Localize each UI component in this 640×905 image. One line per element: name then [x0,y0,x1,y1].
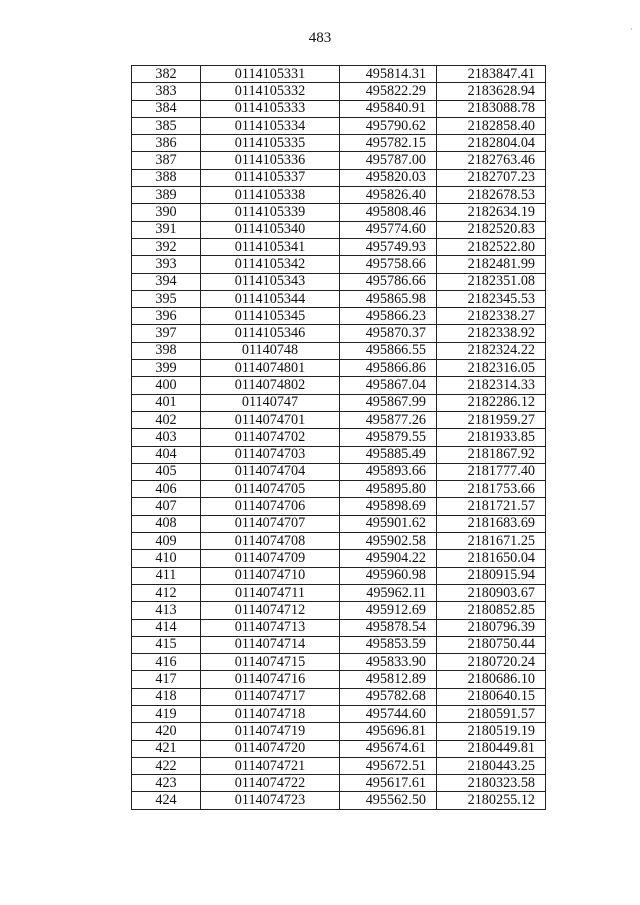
x-coordinate-cell: 495866.55 [340,342,437,359]
point-number-cell: 394 [132,273,201,290]
x-coordinate-cell: 495895.80 [340,481,437,498]
point-number-cell: 398 [132,342,201,359]
table-row [132,619,546,636]
table-row [132,688,546,705]
x-coordinate-cell: 495787.00 [340,152,437,169]
x-coordinate-cell: 495674.61 [340,740,437,757]
y-coordinate-cell: 2182522.80 [437,238,546,255]
table-row [132,238,546,255]
table-row [132,757,546,774]
point-id-cell: 0114105340 [201,221,340,238]
point-number-cell: 410 [132,550,201,567]
point-number-cell: 415 [132,636,201,653]
y-coordinate-cell: 2181650.04 [437,550,546,567]
point-id-cell: 0114105331 [201,66,340,83]
coordinates-table [131,65,546,810]
y-coordinate-cell: 2181721.57 [437,498,546,515]
point-number-cell: 420 [132,723,201,740]
x-coordinate-cell: 495822.29 [340,83,437,100]
x-coordinate-cell: 495696.81 [340,723,437,740]
point-number-cell: 418 [132,688,201,705]
table-row [132,654,546,671]
point-number-cell: 406 [132,481,201,498]
point-id-cell: 0114105342 [201,256,340,273]
table-row [132,342,546,359]
x-coordinate-cell: 495867.99 [340,394,437,411]
y-coordinate-cell: 2182324.22 [437,342,546,359]
table-row [132,256,546,273]
y-coordinate-cell: 2182316.05 [437,360,546,377]
point-number-cell: 393 [132,256,201,273]
table-row [132,83,546,100]
point-id-cell: 0114074801 [201,360,340,377]
table-row [132,723,546,740]
point-number-cell: 387 [132,152,201,169]
point-number-cell: 422 [132,757,201,774]
x-coordinate-cell: 495758.66 [340,256,437,273]
y-coordinate-cell: 2182804.04 [437,135,546,152]
point-id-cell: 0114105333 [201,100,340,117]
x-coordinate-cell: 495898.69 [340,498,437,515]
table-row [132,308,546,325]
table-row [132,66,546,83]
x-coordinate-cell: 495866.86 [340,360,437,377]
y-coordinate-cell: 2183088.78 [437,100,546,117]
point-number-cell: 416 [132,654,201,671]
point-number-cell: 407 [132,498,201,515]
point-number-cell: 395 [132,290,201,307]
point-number-cell: 384 [132,100,201,117]
x-coordinate-cell: 495879.55 [340,429,437,446]
point-id-cell: 0114105332 [201,83,340,100]
table-row [132,584,546,601]
y-coordinate-cell: 2180720.24 [437,654,546,671]
table-row [132,671,546,688]
point-id-cell: 0114074705 [201,481,340,498]
y-coordinate-cell: 2180323.58 [437,775,546,792]
point-id-cell: 0114105345 [201,308,340,325]
y-coordinate-cell: 2180852.85 [437,602,546,619]
x-coordinate-cell: 495562.50 [340,792,437,809]
x-coordinate-cell: 495853.59 [340,636,437,653]
y-coordinate-cell: 2180640.15 [437,688,546,705]
point-id-cell: 0114074716 [201,671,340,688]
x-coordinate-cell: 495749.93 [340,238,437,255]
point-number-cell: 400 [132,377,201,394]
table-row [132,117,546,134]
point-number-cell: 402 [132,411,201,428]
point-id-cell: 0114074703 [201,446,340,463]
table-row [132,775,546,792]
point-id-cell: 0114105336 [201,152,340,169]
y-coordinate-cell: 2180519.19 [437,723,546,740]
point-number-cell: 392 [132,238,201,255]
point-number-cell: 396 [132,308,201,325]
point-id-cell: 0114074710 [201,567,340,584]
table-row [132,360,546,377]
table-row [132,446,546,463]
x-coordinate-cell: 495878.54 [340,619,437,636]
x-coordinate-cell: 495820.03 [340,169,437,186]
y-coordinate-cell: 2182763.46 [437,152,546,169]
point-number-cell: 412 [132,584,201,601]
point-id-cell: 0114105341 [201,238,340,255]
y-coordinate-cell: 2180591.57 [437,705,546,722]
y-coordinate-cell: 2182314.33 [437,377,546,394]
x-coordinate-cell: 495826.40 [340,187,437,204]
y-coordinate-cell: 2181867.92 [437,446,546,463]
x-coordinate-cell: 495870.37 [340,325,437,342]
point-id-cell: 0114074709 [201,550,340,567]
table-row [132,705,546,722]
y-coordinate-cell: 2182707.23 [437,169,546,186]
point-number-cell: 423 [132,775,201,792]
y-coordinate-cell: 2182634.19 [437,204,546,221]
table-row [132,169,546,186]
point-number-cell: 417 [132,671,201,688]
point-number-cell: 391 [132,221,201,238]
point-id-cell: 0114105343 [201,273,340,290]
point-id-cell: 0114074701 [201,411,340,428]
table-row [132,567,546,584]
table-row [132,152,546,169]
table-row [132,411,546,428]
point-id-cell: 0114074722 [201,775,340,792]
point-number-cell: 390 [132,204,201,221]
point-id-cell: 0114074713 [201,619,340,636]
point-id-cell: 0114105335 [201,135,340,152]
table-row [132,204,546,221]
y-coordinate-cell: 2182345.53 [437,290,546,307]
y-coordinate-cell: 2182338.92 [437,325,546,342]
point-number-cell: 383 [132,83,201,100]
table-row [132,273,546,290]
y-coordinate-cell: 2182858.40 [437,117,546,134]
y-coordinate-cell: 2180443.25 [437,757,546,774]
x-coordinate-cell: 495790.62 [340,117,437,134]
point-number-cell: 389 [132,187,201,204]
table-row [132,463,546,480]
point-id-cell: 0114074712 [201,602,340,619]
point-id-cell: 0114074714 [201,636,340,653]
x-coordinate-cell: 495893.66 [340,463,437,480]
point-number-cell: 413 [132,602,201,619]
y-coordinate-cell: 2180915.94 [437,567,546,584]
table-row [132,135,546,152]
point-id-cell: 0114074706 [201,498,340,515]
point-id-cell: 01140748 [201,342,340,359]
point-id-cell: 0114074718 [201,705,340,722]
x-coordinate-cell: 495744.60 [340,705,437,722]
point-number-cell: 403 [132,429,201,446]
table-row [132,636,546,653]
y-coordinate-cell: 2180796.39 [437,619,546,636]
table-row [132,515,546,532]
point-number-cell: 388 [132,169,201,186]
table-row [132,394,546,411]
point-id-cell: 0114105339 [201,204,340,221]
table-row [132,602,546,619]
y-coordinate-cell: 2181671.25 [437,533,546,550]
table-row [132,481,546,498]
table-row [132,533,546,550]
point-number-cell: 409 [132,533,201,550]
point-number-cell: 397 [132,325,201,342]
point-number-cell: 404 [132,446,201,463]
table-row [132,187,546,204]
point-id-cell: 0114074704 [201,463,340,480]
point-id-cell: 0114074707 [201,515,340,532]
point-number-cell: 421 [132,740,201,757]
table-row [132,550,546,567]
y-coordinate-cell: 2180750.44 [437,636,546,653]
y-coordinate-cell: 2180449.81 [437,740,546,757]
x-coordinate-cell: 495865.98 [340,290,437,307]
table-row [132,100,546,117]
point-id-cell: 0114105338 [201,187,340,204]
table-row [132,498,546,515]
x-coordinate-cell: 495885.49 [340,446,437,463]
y-coordinate-cell: 2183847.41 [437,66,546,83]
point-id-cell: 0114074717 [201,688,340,705]
x-coordinate-cell: 495786.66 [340,273,437,290]
point-number-cell: 385 [132,117,201,134]
point-number-cell: 408 [132,515,201,532]
point-number-cell: 401 [132,394,201,411]
table-row [132,792,546,809]
y-coordinate-cell: 2182481.99 [437,256,546,273]
table-row [132,290,546,307]
table-row [132,325,546,342]
x-coordinate-cell: 495962.11 [340,584,437,601]
x-coordinate-cell: 495867.04 [340,377,437,394]
y-coordinate-cell: 2182351.08 [437,273,546,290]
point-id-cell: 0114105334 [201,117,340,134]
y-coordinate-cell: 2181683.69 [437,515,546,532]
x-coordinate-cell: 495840.91 [340,100,437,117]
coordinates-table-body [132,66,546,810]
y-coordinate-cell: 2182338.27 [437,308,546,325]
point-id-cell: 0114074721 [201,757,340,774]
x-coordinate-cell: 495672.51 [340,757,437,774]
x-coordinate-cell: 495912.69 [340,602,437,619]
table-row [132,377,546,394]
y-coordinate-cell: 2181777.40 [437,463,546,480]
point-id-cell: 0114074723 [201,792,340,809]
x-coordinate-cell: 495814.31 [340,66,437,83]
x-coordinate-cell: 495960.98 [340,567,437,584]
point-number-cell: 382 [132,66,201,83]
x-coordinate-cell: 495782.68 [340,688,437,705]
y-coordinate-cell: 2181753.66 [437,481,546,498]
point-number-cell: 386 [132,135,201,152]
y-coordinate-cell: 2181933.85 [437,429,546,446]
point-id-cell: 0114074702 [201,429,340,446]
x-coordinate-cell: 495617.61 [340,775,437,792]
y-coordinate-cell: 2180255.12 [437,792,546,809]
table-row [132,740,546,757]
point-id-cell: 0114074802 [201,377,340,394]
y-coordinate-cell: 2180686.10 [437,671,546,688]
x-coordinate-cell: 495877.26 [340,411,437,428]
point-id-cell: 0114105346 [201,325,340,342]
x-coordinate-cell: 495808.46 [340,204,437,221]
point-id-cell: 0114105337 [201,169,340,186]
point-number-cell: 411 [132,567,201,584]
point-id-cell: 0114074715 [201,654,340,671]
y-coordinate-cell: 2181959.27 [437,411,546,428]
x-coordinate-cell: 495782.15 [340,135,437,152]
point-number-cell: 405 [132,463,201,480]
y-coordinate-cell: 2183628.94 [437,83,546,100]
x-coordinate-cell: 495904.22 [340,550,437,567]
x-coordinate-cell: 495866.23 [340,308,437,325]
corner-mark: · [630,25,633,34]
table-row [132,221,546,238]
page-number: 483 [308,30,332,46]
point-number-cell: 419 [132,705,201,722]
point-number-cell: 399 [132,360,201,377]
point-id-cell: 0114074711 [201,584,340,601]
x-coordinate-cell: 495902.58 [340,533,437,550]
point-number-cell: 414 [132,619,201,636]
point-id-cell: 01140747 [201,394,340,411]
point-id-cell: 0114074708 [201,533,340,550]
y-coordinate-cell: 2182520.83 [437,221,546,238]
y-coordinate-cell: 2180903.67 [437,584,546,601]
point-number-cell: 424 [132,792,201,809]
point-id-cell: 0114074719 [201,723,340,740]
y-coordinate-cell: 2182678.53 [437,187,546,204]
point-id-cell: 0114105344 [201,290,340,307]
x-coordinate-cell: 495833.90 [340,654,437,671]
x-coordinate-cell: 495774.60 [340,221,437,238]
y-coordinate-cell: 2182286.12 [437,394,546,411]
point-id-cell: 0114074720 [201,740,340,757]
table-row [132,429,546,446]
x-coordinate-cell: 495812.89 [340,671,437,688]
x-coordinate-cell: 495901.62 [340,515,437,532]
